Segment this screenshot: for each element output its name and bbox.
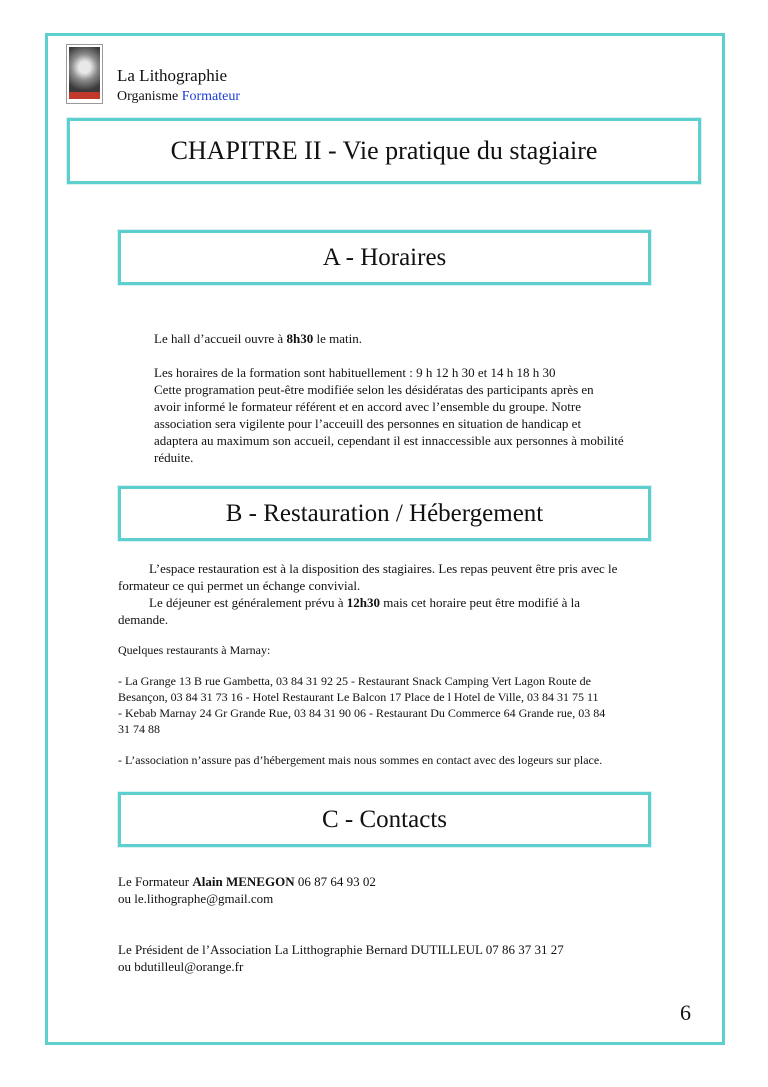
president-contact: Le Président de l’Association La Litthographie Bernard DUTILLEUL 07 86 37 31 27: [118, 942, 564, 957]
restaurant-line: 31 74 88: [118, 722, 160, 736]
lunch-time-text: demande.: [118, 612, 169, 627]
schedule-line: avoir informé le formateur référent et en accord avec l’ensemble du groupe. Notre: [154, 399, 581, 414]
lodging-note: - L’association n’assure pas d’hébergement mais nous sommes en contact avec des logeurs sur place.: [118, 753, 603, 767]
trainer-email: ou le.lithographe@gmail.com: [118, 891, 274, 906]
trainer-name: Alain MENEGON: [192, 874, 295, 889]
restaurant-line: - La Grange 13 B rue Gambetta, 03 84 31 92 25 - Restaurant Snack Camping Vert Lagon Route de: [118, 674, 591, 688]
schedule-line: réduite.: [154, 450, 194, 465]
hall-opening-text: Le hall d’accueil ouvre à 8h30 le matin.: [154, 331, 362, 346]
lithographie-logo: [66, 44, 103, 104]
restaurant-line: Besançon, 03 84 31 73 16 - Hotel Restaurant Le Balcon 17 Place de l Hotel de Ville, 03 84 31 75 11: [118, 690, 599, 704]
schedule-line: Les horaires de la formation sont habituellement : 9 h 12 h 30 et 14 h 18 h 30: [154, 365, 556, 380]
dining-text: formateur ce qui permet un échange convivial.: [118, 578, 361, 593]
schedule-line: association sera vigilente pour l’acceuill des personnes en situation de handicap et: [154, 416, 582, 431]
trainer-contact: Le Formateur Alain MENEGON 06 87 64 93 02: [118, 874, 376, 889]
schedule-line: Cette programation peut-être modifiée selon les désidératas des participants après en: [154, 382, 594, 397]
trainer-phone: 06 87 64 93 02: [294, 874, 376, 889]
president-email: ou bdutilleul@orange.fr: [118, 959, 244, 974]
section-b-title: B - Restauration / Hébergement: [118, 486, 651, 541]
section-c-title: C - Contacts: [118, 792, 651, 847]
section-a-title: A - Horaires: [118, 230, 651, 285]
logo-band: [69, 92, 100, 99]
schedule-line: adaptera au maximum son accueil, cependant il est innaccessible aux personnes à mobilité: [154, 433, 624, 448]
restaurants-heading: Quelques restaurants à Marnay:: [118, 643, 271, 657]
org-highlight: Formateur: [181, 89, 241, 104]
org-subtitle: Organisme Formateur: [117, 89, 241, 104]
restaurant-line: - Kebab Marnay 24 Gr Grande Rue, 03 84 31 90 06 - Restaurant Du Commerce 64 Grande rue, 03 84: [118, 706, 606, 720]
chapter-title: CHAPITRE II - Vie pratique du stagiaire: [67, 118, 701, 184]
page-number: 6: [680, 1000, 691, 1025]
org-name: La Lithographie: [117, 66, 227, 85]
lunch-time-text: Le déjeuner est généralement prévu à 12h30 mais cet horaire peut être modifié à la: [149, 595, 580, 610]
logo-image: [69, 47, 100, 92]
dining-text: L’espace restauration est à la disposition des stagiaires. Les repas peuvent être pris avec le: [149, 561, 618, 576]
